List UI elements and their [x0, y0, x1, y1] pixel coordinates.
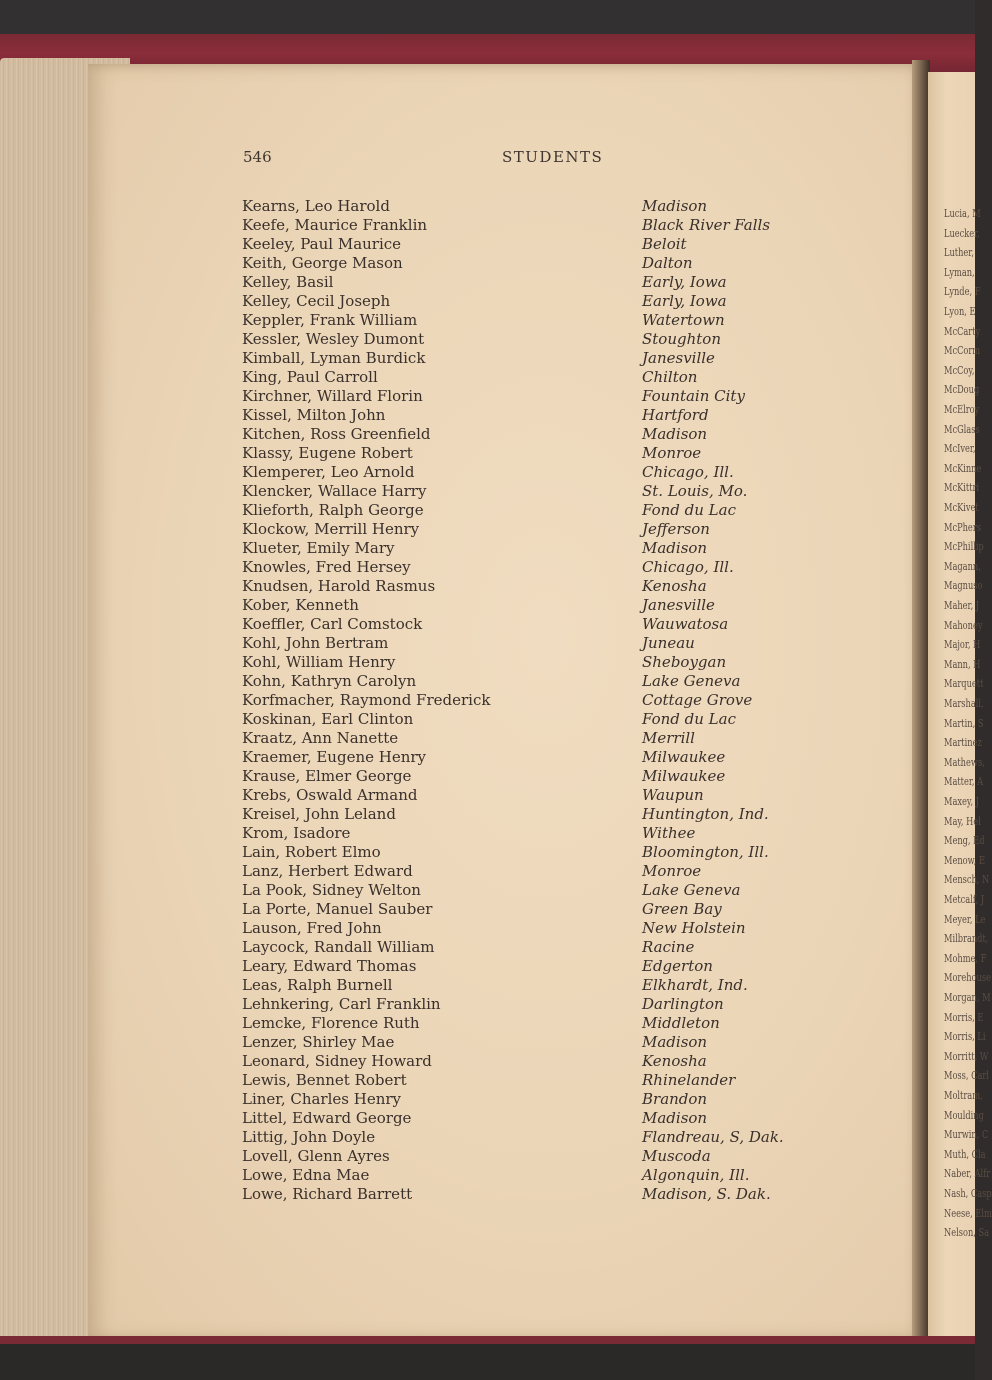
student-name: Klieforth, Ralph George: [242, 501, 424, 519]
student-hometown: Chilton: [642, 368, 698, 386]
list-item: [242, 235, 862, 254]
student-hometown: Juneau: [642, 634, 695, 652]
student-name: Korfmacher, Raymond Frederick: [242, 691, 491, 709]
facing-page-line: Morritt, W: [944, 1049, 989, 1063]
facing-page-line: Martin, S: [944, 716, 984, 730]
facing-page-line: Moulding: [944, 1108, 984, 1122]
facing-page-line: McKivet: [944, 501, 979, 514]
facing-page-line: McPhillip: [944, 540, 984, 554]
student-name: La Porte, Manuel Sauber: [242, 900, 433, 918]
facing-page-line: McKittri: [944, 481, 980, 495]
student-hometown: Fond du Lac: [642, 501, 736, 519]
facing-page-line: Major, H: [944, 638, 981, 652]
facing-page-line: Naber, Alfr: [944, 1167, 991, 1181]
student-hometown: Monroe: [642, 862, 702, 880]
facing-page-line: McElroy: [944, 403, 980, 416]
student-hometown: Madison: [642, 425, 708, 443]
facing-page-line: Martinez: [944, 736, 982, 750]
list-item: [242, 1090, 862, 1109]
student-hometown: Sheboygan: [642, 653, 727, 671]
student-hometown: Darlington: [642, 995, 724, 1013]
facing-page-line: Lyman,: [944, 265, 975, 279]
list-item: [242, 577, 862, 596]
list-item: [242, 691, 862, 710]
list-item: [242, 919, 862, 938]
list-item: [242, 596, 862, 615]
student-name: Krause, Elmer George: [242, 767, 412, 785]
student-list: [242, 197, 862, 1204]
list-item: [242, 501, 862, 520]
facing-page-line: Nash, Casp: [944, 1187, 992, 1200]
student-hometown: Edgerton: [642, 957, 713, 975]
student-hometown: Milwaukee: [642, 748, 726, 766]
facing-page-line: Luecker,: [944, 226, 980, 240]
background-bottom: [0, 1344, 975, 1380]
student-name: Kelley, Cecil Joseph: [242, 292, 391, 310]
facing-page-line: Murwin, C: [944, 1128, 989, 1142]
list-item: [242, 292, 862, 311]
facing-page-line: Morehouse: [944, 971, 991, 985]
student-name: Knowles, Fred Hersey: [242, 558, 411, 576]
student-hometown: Muscoda: [642, 1147, 711, 1165]
list-item: [242, 653, 862, 672]
student-hometown: Green Bay: [642, 900, 722, 918]
student-hometown: Madison, S. Dak.: [642, 1185, 771, 1203]
student-hometown: Middleton: [642, 1014, 720, 1032]
list-item: [242, 1109, 862, 1128]
student-name: Kohl, John Bertram: [242, 634, 389, 652]
student-name: Keefe, Maurice Franklin: [242, 216, 428, 234]
facing-page-line: McKinne: [944, 461, 982, 475]
facing-page: [928, 72, 992, 1342]
facing-page-line: May, Hel: [944, 814, 981, 828]
student-name: Lovell, Glenn Ayres: [242, 1147, 390, 1165]
student-name: Koeffler, Carl Comstock: [242, 615, 423, 633]
list-item: [242, 1166, 862, 1185]
list-item: [242, 862, 862, 881]
student-name: Kessler, Wesley Dumont: [242, 330, 425, 348]
facing-page-line: Lynde, F: [944, 285, 981, 299]
student-name: La Pook, Sidney Welton: [242, 881, 421, 899]
student-name: Klencker, Wallace Harry: [242, 482, 427, 500]
student-name: Keeley, Paul Maurice: [242, 235, 402, 253]
student-name: Kreisel, John Leland: [242, 805, 396, 823]
student-name: Kohl, William Henry: [242, 653, 396, 671]
page-number: 546: [243, 148, 272, 166]
facing-page-line: Magann,: [944, 559, 981, 573]
facing-page-line: Matter, A: [944, 775, 984, 789]
student-name: Littig, John Doyle: [242, 1128, 376, 1146]
running-head: STUDENTS: [502, 148, 604, 166]
facing-page-line: Marshall,: [944, 697, 984, 710]
facing-page-line: Neese, Elm: [944, 1206, 992, 1220]
student-hometown: Kenosha: [642, 577, 707, 595]
facing-page-line: Milbrandt,: [944, 932, 989, 946]
student-hometown: Cottage Grove: [642, 691, 753, 709]
facing-page-line: Moss, Carl: [944, 1069, 989, 1083]
list-item: [242, 1147, 862, 1166]
list-item: [242, 634, 862, 653]
facing-page-line: Muth, Cla: [944, 1147, 986, 1161]
student-hometown: Madison: [642, 197, 708, 215]
student-hometown: Rhinelander: [642, 1071, 736, 1089]
student-hometown: New Holstein: [642, 919, 746, 937]
student-hometown: Kenosha: [642, 1052, 707, 1070]
list-item: [242, 1033, 862, 1052]
list-item: [242, 1071, 862, 1090]
student-name: Lenzer, Shirley Mae: [242, 1033, 395, 1051]
facing-page-line: Mann, H: [944, 657, 981, 671]
student-hometown: Janesville: [642, 596, 715, 614]
list-item: [242, 900, 862, 919]
student-hometown: Wauwatosa: [642, 615, 729, 633]
list-item: [242, 1128, 862, 1147]
student-name: Littel, Edward George: [242, 1109, 412, 1127]
student-name: Leonard, Sidney Howard: [242, 1052, 432, 1070]
student-hometown: Jefferson: [642, 520, 710, 538]
list-item: [242, 615, 862, 634]
student-hometown: Huntington, Ind.: [642, 805, 769, 823]
student-name: Liner, Charles Henry: [242, 1090, 402, 1108]
facing-page-line: Mensch, N: [944, 873, 990, 887]
list-item: [242, 843, 862, 862]
student-name: Knudsen, Harold Rasmus: [242, 577, 436, 595]
list-item: [242, 406, 862, 425]
facing-page-line: McCarty: [944, 324, 981, 338]
list-item: [242, 463, 862, 482]
list-item: [242, 311, 862, 330]
student-hometown: Lake Geneva: [642, 881, 741, 899]
facing-page-line: Maxey, J: [944, 795, 980, 808]
student-name: Kitchen, Ross Greenfield: [242, 425, 431, 443]
student-hometown: Brandon: [642, 1090, 708, 1108]
student-name: Laycock, Randall William: [242, 938, 435, 956]
facing-page-line: Nelson, Sa: [944, 1226, 990, 1240]
student-hometown: Fountain City: [642, 387, 745, 405]
student-hometown: Algonquin, Ill.: [642, 1166, 750, 1184]
student-name: Keith, George Mason: [242, 254, 403, 272]
list-item: [242, 729, 862, 748]
facing-page-line: Maher, J: [944, 599, 980, 612]
list-item: [242, 824, 862, 843]
list-item: [242, 786, 862, 805]
list-item: [242, 767, 862, 786]
list-item: [242, 995, 862, 1014]
facing-page-line: McCoy,: [944, 363, 975, 377]
student-name: Lewis, Bennet Robert: [242, 1071, 407, 1089]
facing-page-line: Mohme, F: [944, 951, 987, 965]
student-hometown: Waupun: [642, 786, 704, 804]
list-item: [242, 520, 862, 539]
list-item: [242, 254, 862, 273]
facing-page-line: Mathews,: [944, 755, 985, 769]
facing-page-line: Morris, Li: [944, 1030, 986, 1044]
student-hometown: Madison: [642, 1033, 708, 1051]
list-item: [242, 216, 862, 235]
student-hometown: Stoughton: [642, 330, 721, 348]
facing-page-line: Lucia, M: [944, 207, 981, 220]
student-hometown: Madison: [642, 1109, 708, 1127]
facing-page-line: McPhers: [944, 520, 981, 534]
student-name: Koskinan, Earl Clinton: [242, 710, 414, 728]
list-item: [242, 1185, 862, 1204]
list-item: [242, 672, 862, 691]
student-hometown: Flandreau, S, Dak.: [642, 1128, 784, 1146]
student-name: Lemcke, Florence Ruth: [242, 1014, 420, 1032]
student-name: Lowe, Edna Mae: [242, 1166, 370, 1184]
student-hometown: Merrill: [642, 729, 695, 747]
student-hometown: Hartford: [642, 406, 709, 424]
student-name: Lanz, Herbert Edward: [242, 862, 413, 880]
student-name: Leary, Edward Thomas: [242, 957, 417, 975]
list-item: [242, 1014, 862, 1033]
student-hometown: Beloit: [642, 235, 687, 253]
list-item: [242, 197, 862, 216]
student-name: Lowe, Richard Barrett: [242, 1185, 413, 1203]
list-item: [242, 710, 862, 729]
student-name: Klemperer, Leo Arnold: [242, 463, 415, 481]
student-hometown: Early, Iowa: [642, 292, 727, 310]
student-name: Lauson, Fred John: [242, 919, 382, 937]
student-hometown: Chicago, Ill.: [642, 463, 734, 481]
facing-page-line: Meng, Ed: [944, 834, 985, 848]
student-name: Krom, Isadore: [242, 824, 351, 842]
student-name: Kirchner, Willard Florin: [242, 387, 423, 405]
facing-page-line: Moltram,: [944, 1089, 983, 1102]
student-name: Leas, Ralph Burnell: [242, 976, 393, 994]
student-name: Kearns, Leo Harold: [242, 197, 390, 215]
facing-page-line: Lyon, E: [944, 305, 976, 318]
student-hometown: Milwaukee: [642, 767, 726, 785]
student-hometown: Monroe: [642, 444, 702, 462]
page-header: [243, 148, 763, 170]
list-item: [242, 425, 862, 444]
facing-page-line: Metcalf, J: [944, 893, 985, 906]
student-name: Keppler, Frank William: [242, 311, 418, 329]
facing-page-line: McGlass: [944, 422, 980, 436]
list-item: [242, 368, 862, 387]
student-name: Kraemer, Eugene Henry: [242, 748, 427, 766]
facing-page-line: Luther,: [944, 246, 974, 260]
list-item: [242, 1052, 862, 1071]
student-hometown: Black River Falls: [642, 216, 771, 234]
facing-page-line: Marquett: [944, 677, 984, 691]
list-item: [242, 330, 862, 349]
student-name: Krebs, Oswald Armand: [242, 786, 418, 804]
student-name: Klassy, Eugene Robert: [242, 444, 413, 462]
facing-page-line: Mahoney: [944, 618, 983, 632]
student-name: Kelley, Basil: [242, 273, 334, 291]
student-name: Lain, Robert Elmo: [242, 843, 381, 861]
student-name: Kober, Kenneth: [242, 596, 359, 614]
student-hometown: Bloomington, Ill.: [642, 843, 769, 861]
student-hometown: Dalton: [642, 254, 693, 272]
facing-page-line: McDoug: [944, 383, 980, 397]
facing-page-line: Meyer, Le: [944, 912, 986, 926]
facing-page-line: Magnuso: [944, 579, 983, 593]
student-hometown: Watertown: [642, 311, 725, 329]
list-item: [242, 482, 862, 501]
facing-page-line: McCorm: [944, 344, 981, 358]
facing-page-line: Morris, E: [944, 1010, 984, 1024]
student-hometown: Racine: [642, 938, 695, 956]
list-item: [242, 558, 862, 577]
student-hometown: St. Louis, Mo.: [642, 482, 748, 500]
list-item: [242, 976, 862, 995]
list-item: [242, 805, 862, 824]
student-name: Kohn, Kathryn Carolyn: [242, 672, 417, 690]
student-name: Kimball, Lyman Burdick: [242, 349, 426, 367]
list-item: [242, 349, 862, 368]
list-item: [242, 273, 862, 292]
list-item: [242, 957, 862, 976]
list-item: [242, 748, 862, 767]
student-hometown: Early, Iowa: [642, 273, 727, 291]
list-item: [242, 881, 862, 900]
student-name: Kraatz, Ann Nanette: [242, 729, 399, 747]
student-name: Lehnkering, Carl Franklin: [242, 995, 441, 1013]
list-item: [242, 539, 862, 558]
list-item: [242, 444, 862, 463]
student-hometown: Janesville: [642, 349, 715, 367]
student-hometown: Withee: [642, 824, 696, 842]
student-hometown: Elkhardt, Ind.: [642, 976, 748, 994]
list-item: [242, 938, 862, 957]
student-name: King, Paul Carroll: [242, 368, 378, 386]
student-hometown: Chicago, Ill.: [642, 558, 734, 576]
facing-page-line: Menow, E: [944, 853, 985, 867]
student-hometown: Lake Geneva: [642, 672, 741, 690]
student-name: Kissel, Milton John: [242, 406, 386, 424]
facing-page-line: McIver,: [944, 442, 976, 456]
list-item: [242, 387, 862, 406]
student-name: Klueter, Emily Mary: [242, 539, 395, 557]
student-hometown: Fond du Lac: [642, 710, 736, 728]
student-hometown: Madison: [642, 539, 708, 557]
student-name: Klockow, Merrill Henry: [242, 520, 420, 538]
facing-page-line: Morgan, M: [944, 991, 991, 1004]
